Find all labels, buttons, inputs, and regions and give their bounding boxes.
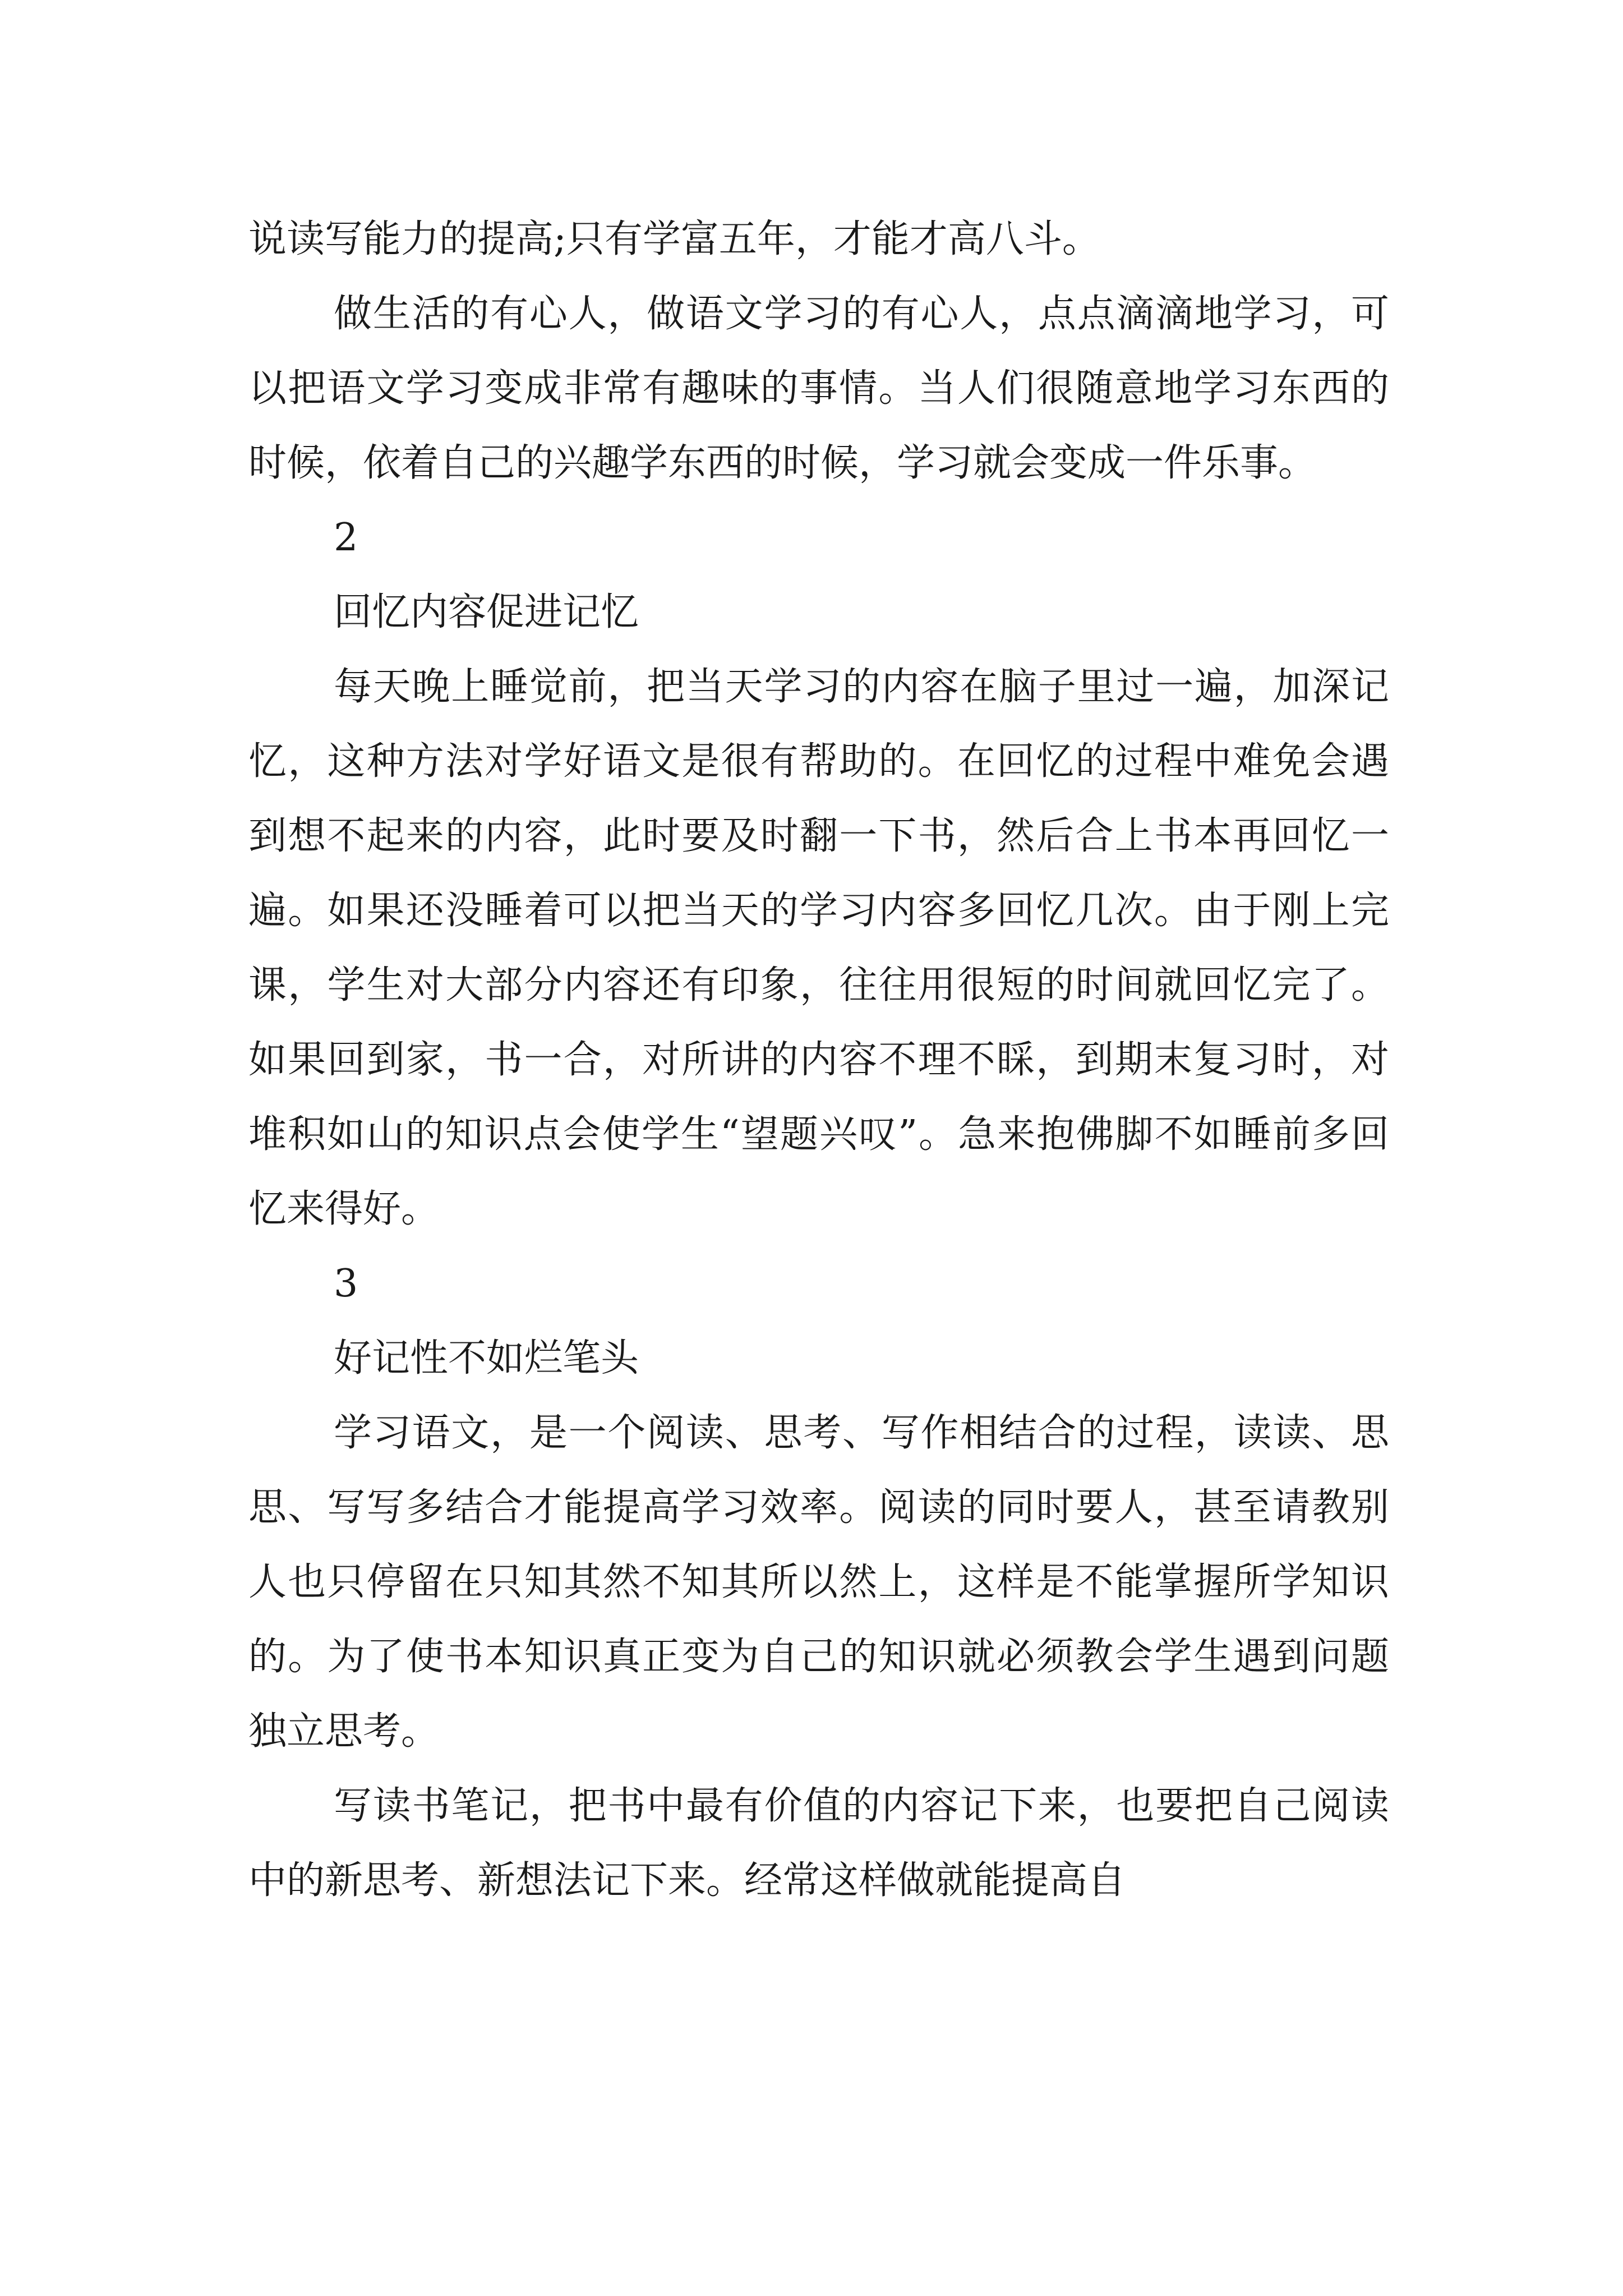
- section-heading: 好记性不如烂笔头: [334, 1336, 639, 1381]
- paragraph-body: 写读书笔记，把书中最有价值的内容记下来，也要把自己阅读中的新思考、新想法记下来。经常这样做就能提高自: [248, 1784, 1389, 1903]
- paragraph-continuation: 说读写能力的提高;只有学富五年，才能才高八斗。: [248, 217, 1100, 261]
- section-number: 3: [334, 1262, 358, 1306]
- paragraph-body: 学习语文，是一个阅读、思考、写作相结合的过程，读读、思思、写写多结合才能提高学习效率。阅读的同时要人，甚至请教别人也只停留在只知其然不知其所以然上，这样是不能掌握所学知识的。为了使书本知识真正变为自己的知识就必须教会学生遇到问题独立思考。: [248, 1411, 1389, 1754]
- document-body: [248, 202, 1389, 1918]
- section-heading: 回忆内容促进记忆: [334, 590, 639, 634]
- paragraph-body: 做生活的有心人，做语文学习的有心人，点点滴滴地学习，可以把语文学习变成非常有趣味的事情。当人们很随意地学习东西的时候，依着自己的兴趣学东西的时候，学习就会变成一件乐事。: [248, 292, 1389, 485]
- paragraph-body: 每天晚上睡觉前，把当天学习的内容在脑子里过一遍，加深记忆，这种方法对学好语文是很有帮助的。在回忆的过程中难免会遇到想不起来的内容，此时要及时翻一下书，然后合上书本再回忆一遍。如果还没睡着可以把当天的学习内容多回忆几次。由于刚上完课，学生对大部分内容还有印象，往往用很短的时间就回忆完了。如果回到家，书一合，对所讲的内容不理不睬，到期末复习时，对堆积如山的知识点会使学生“望题兴叹”。急来抱佛脚不如睡前多回忆来得好。: [248, 665, 1389, 1231]
- section-number: 2: [334, 516, 358, 560]
